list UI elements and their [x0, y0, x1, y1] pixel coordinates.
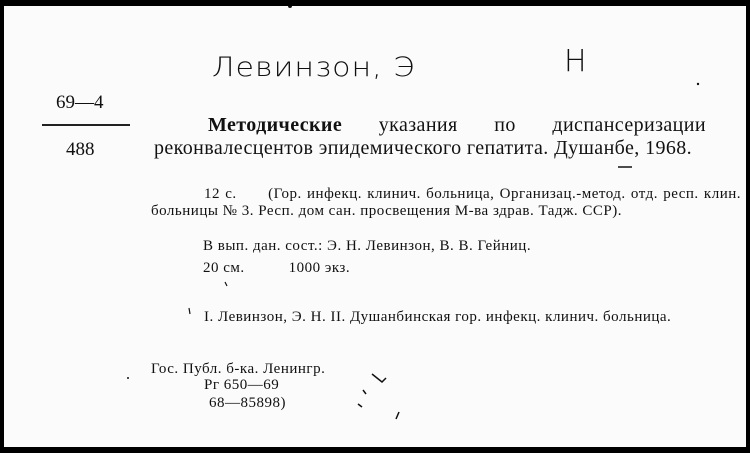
- compilers-note: В вып. дан. сост.: Э. Н. Левинзон, В. В. Гейниц.: [203, 238, 532, 254]
- tracings-text: I. Левинзон, Э. Н. II. Душанбинская гор. инфекц. клинич. больница.: [204, 309, 672, 325]
- catalog-card: [4, 6, 746, 447]
- size: 20 см.: [203, 260, 245, 276]
- handwritten-author: Левинзон, Э: [212, 51, 416, 84]
- pages: 12 с.: [204, 186, 237, 202]
- shelfmark-top: 69—4: [56, 92, 104, 113]
- library-number: 68—85898): [209, 395, 286, 411]
- title-lead: Методические: [208, 114, 343, 136]
- copies: 1000 экз.: [288, 260, 351, 276]
- shelfmark-bottom: 488: [66, 139, 95, 160]
- library-accession: Рг 650—69: [204, 377, 280, 393]
- issuer-note: (Гор. инфекц. клинич. больница, Организац.-метод. отд. респ. клин. больницы № 3. Респ. дом сан. просвещения М-ва здрав. Тадж. ССР).: [151, 186, 742, 219]
- scan-specks: [4, 6, 746, 447]
- title-rest: указания по диспансеризации реконвалесцентов эпидемического гепатита.: [154, 114, 706, 159]
- imprint: Душанбе, 1968.: [554, 137, 693, 159]
- library-stamp: Гос. Публ. б-ка. Ленингр.: [151, 361, 326, 377]
- handwritten-mark: Н: [564, 44, 588, 79]
